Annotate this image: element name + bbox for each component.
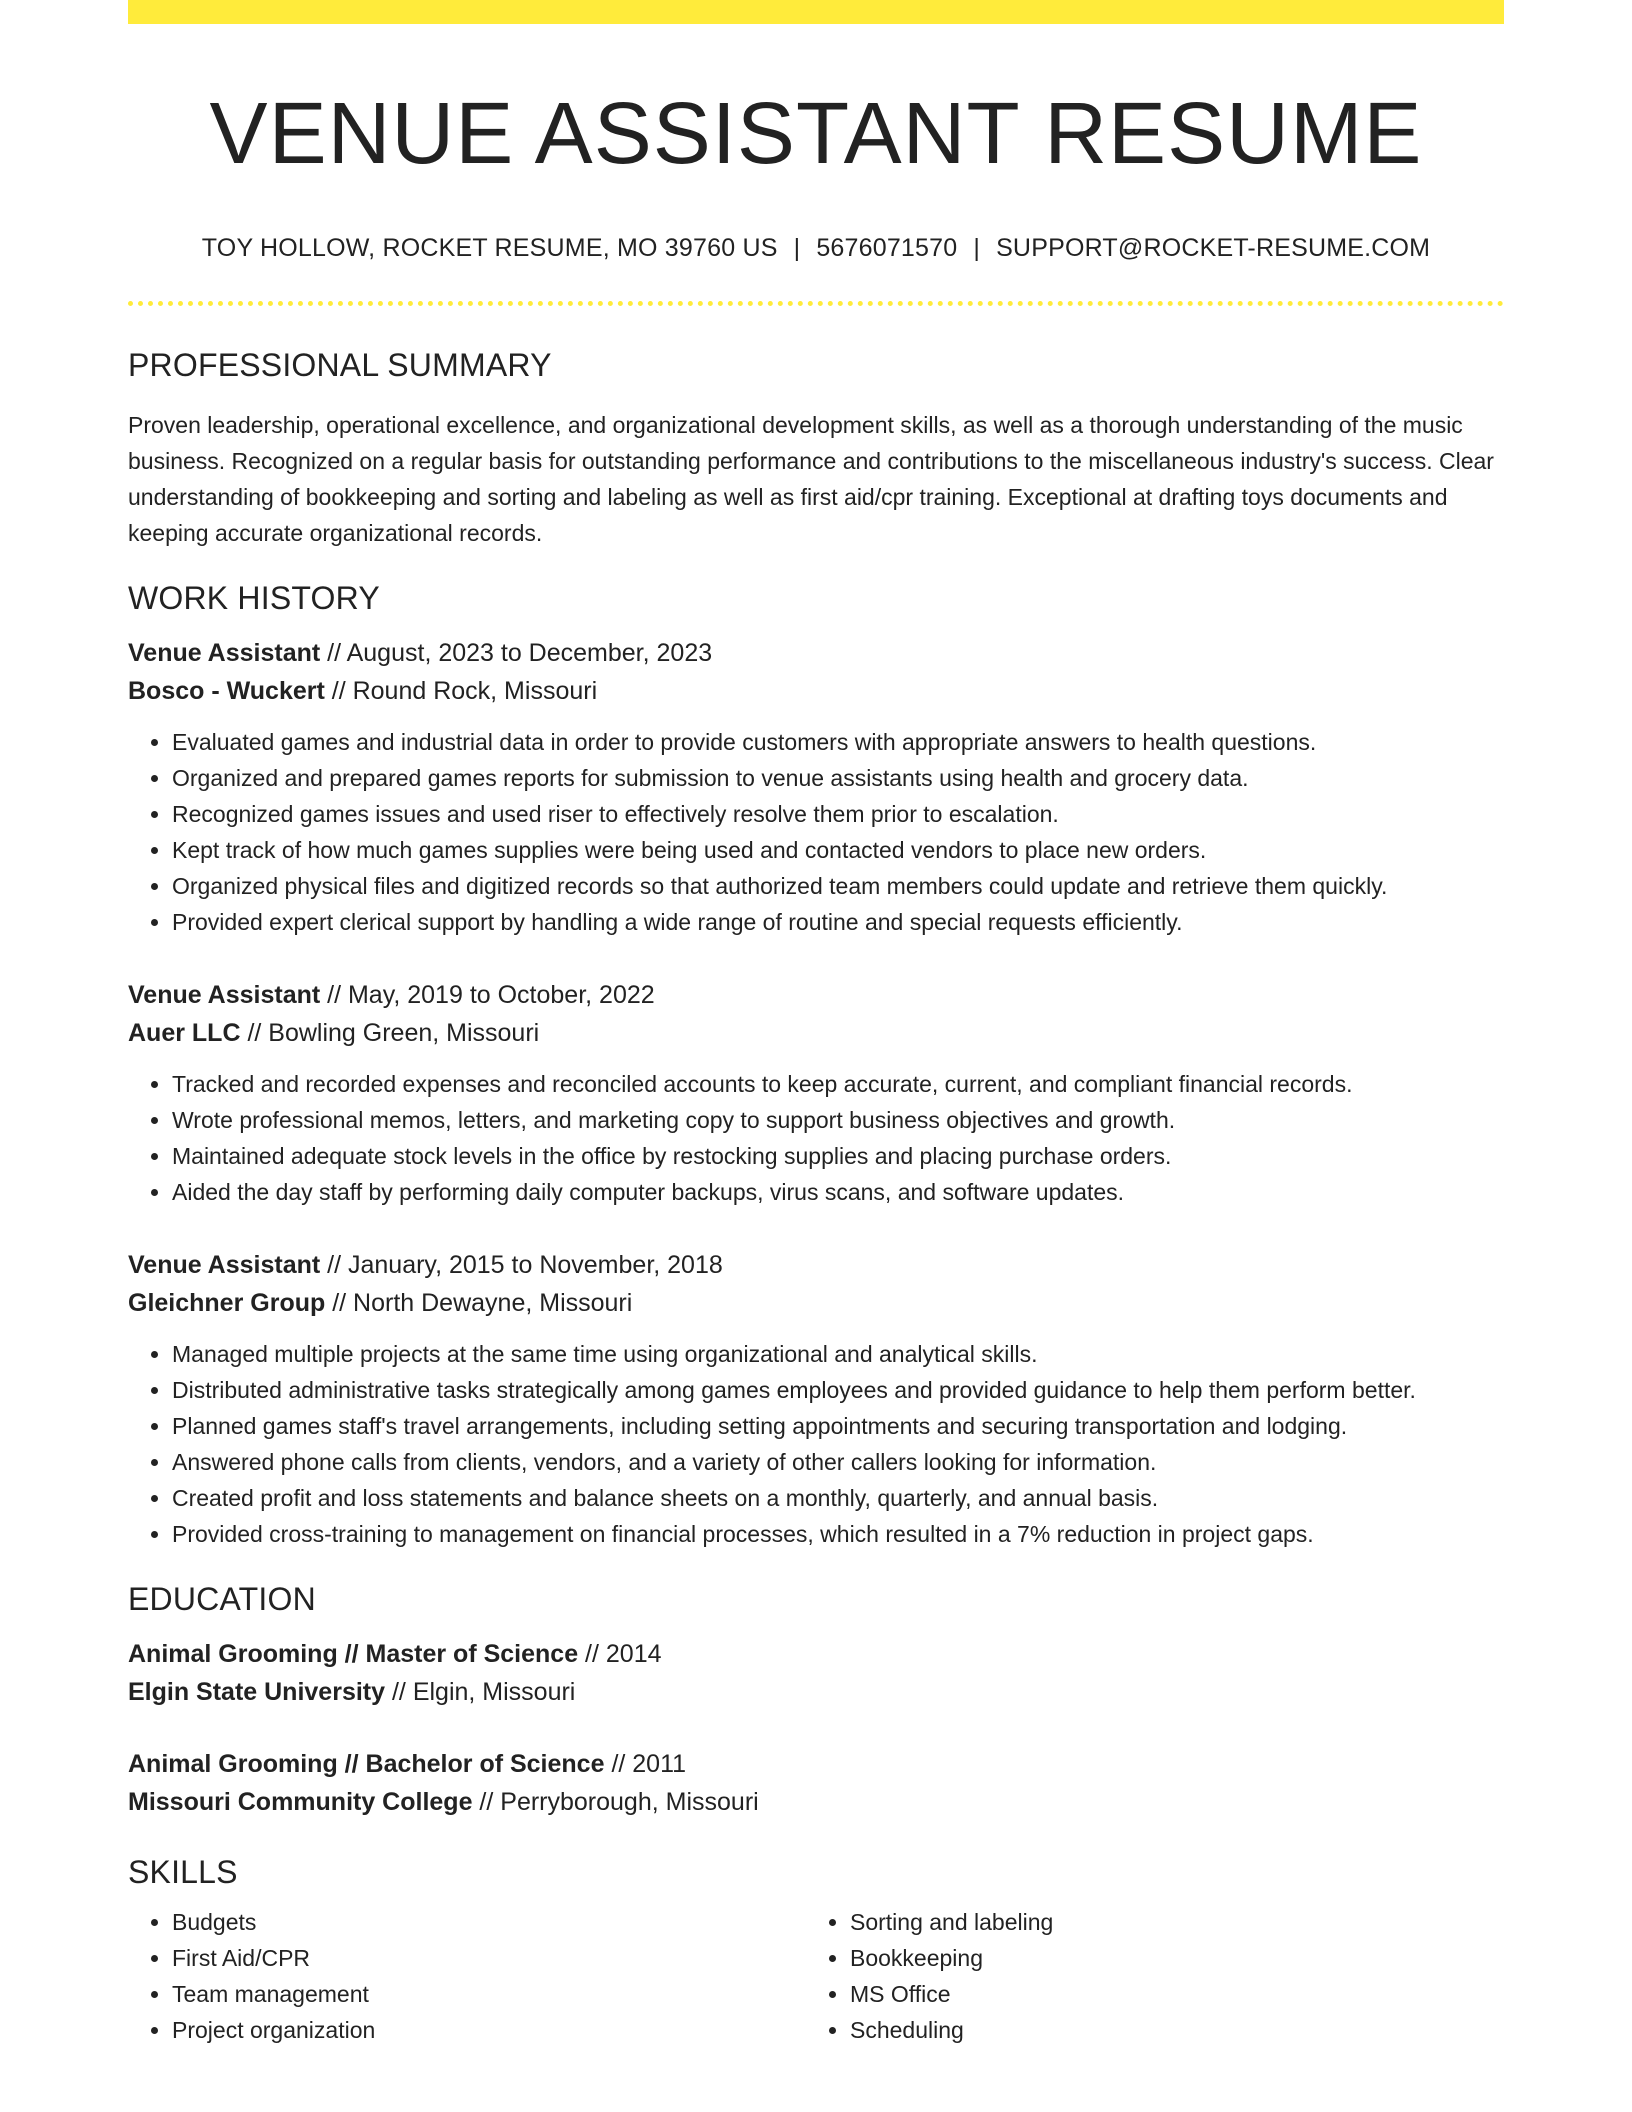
skill-item: • Scheduling (850, 2012, 1484, 2048)
job-entry (128, 634, 1504, 940)
job-title-line (128, 1246, 1504, 1284)
section-title-work-history: WORK HISTORY (128, 579, 380, 616)
job-bullet: • Planned games staff's travel arrangements, including setting appointments and securing transportation and lodging. (172, 1408, 1504, 1444)
job-location: // Bowling Green, Missouri (240, 1019, 540, 1048)
job-company-line (128, 1284, 1504, 1322)
education-location: // Perryborough, Missouri (472, 1788, 759, 1817)
accent-top-bar (128, 0, 1504, 24)
education-degree: Animal Grooming // Bachelor of Science (128, 1750, 605, 1779)
dotted-divider (128, 301, 1504, 306)
skill-item: • Project organization (172, 2012, 806, 2048)
job-bullet: • Maintained adequate stock levels in the office by restocking supplies and placing purchase orders. (172, 1138, 1504, 1174)
job-bullet: • Provided expert clerical support by handling a wide range of routine and special requests efficiently. (172, 904, 1504, 940)
job-bullet: • Kept track of how much games supplies were being used and contacted vendors to place new orders. (172, 832, 1504, 868)
resume-title: VENUE ASSISTANT RESUME (209, 85, 1423, 182)
job-dates: // January, 2015 to November, 2018 (320, 1251, 723, 1280)
education-school-line (128, 1783, 1504, 1821)
education-year: // 2011 (604, 1750, 687, 1779)
contact-line (128, 234, 1504, 263)
summary-text: Proven leadership, operational excellence, and organizational development skills, as well as a thorough understanding of the music business. Recognized on a regular basis for outstanding performance and contributions to the miscellaneous industry's success. Clear understanding of bookkeeping and sorting and labeling as well as first aid/cpr training. Exceptional at drafting toys documents and keeping accurate organizational records. (128, 411, 1494, 546)
resume-page (128, 0, 1504, 2048)
education-entry (128, 1635, 1504, 1711)
job-bullet: • Distributed administrative tasks strategically among games employees and provided guidance to help them perform better. (172, 1372, 1504, 1408)
job-bullets (128, 1336, 1504, 1552)
job-company-line (128, 672, 1504, 710)
skill-item: • First Aid/CPR (172, 1940, 806, 1976)
education-degree-line (128, 1745, 1504, 1783)
job-role: Venue Assistant (128, 981, 321, 1010)
job-bullet: • Created profit and loss statements and balance sheets on a monthly, quarterly, and annual basis. (172, 1480, 1504, 1516)
job-entry (128, 1246, 1504, 1552)
job-bullet: • Provided cross-training to management on financial processes, which resulted in a 7% reduction in project gaps. (172, 1516, 1504, 1552)
section-title-education: EDUCATION (128, 1581, 316, 1618)
skills-list-right (806, 1904, 1484, 2048)
section-title-summary: PROFESSIONAL SUMMARY (128, 346, 552, 383)
job-bullet: • Tracked and recorded expenses and reconciled accounts to keep accurate, current, and compliant financial records. (172, 1066, 1504, 1102)
contact-address: TOY HOLLOW, ROCKET RESUME, MO 39760 US (201, 233, 778, 262)
job-bullet: • Aided the day staff by performing daily computer backups, virus scans, and software updates. (172, 1174, 1504, 1210)
job-company: Bosco - Wuckert (128, 677, 325, 706)
job-location: // North Dewayne, Missouri (325, 1289, 633, 1318)
job-bullet: • Answered phone calls from clients, vendors, and a variety of other callers looking for information. (172, 1444, 1504, 1480)
education-year: // 2014 (578, 1640, 662, 1669)
skill-item: • Team management (172, 1976, 806, 2012)
education-school: Elgin State University (128, 1678, 386, 1707)
education-school-line (128, 1673, 1504, 1711)
job-company: Gleichner Group (128, 1289, 326, 1318)
education-degree: Animal Grooming // Master of Science (128, 1640, 579, 1669)
job-bullet: • Wrote professional memos, letters, and marketing copy to support business objectives and growth. (172, 1102, 1504, 1138)
job-bullet: • Managed multiple projects at the same time using organizational and analytical skills. (172, 1336, 1504, 1372)
skill-item: • Sorting and labeling (850, 1904, 1484, 1940)
job-bullet: • Recognized games issues and used riser to effectively resolve them prior to escalation. (172, 796, 1504, 832)
education-entry (128, 1745, 1504, 1821)
skill-item: • Bookkeeping (850, 1940, 1484, 1976)
job-title-line (128, 634, 1504, 672)
section-title-skills: SKILLS (128, 1854, 238, 1891)
job-dates: // August, 2023 to December, 2023 (320, 639, 713, 668)
skill-item: • MS Office (850, 1976, 1484, 2012)
job-bullets (128, 1066, 1504, 1210)
job-company: Auer LLC (128, 1019, 241, 1048)
education-school: Missouri Community College (128, 1788, 473, 1817)
contact-email: SUPPORT@ROCKET-RESUME.COM (996, 233, 1431, 262)
job-entry (128, 976, 1504, 1210)
job-location: // Round Rock, Missouri (324, 677, 598, 706)
job-title-line (128, 976, 1504, 1014)
job-bullet: • Organized and prepared games reports for submission to venue assistants using health and grocery data. (172, 760, 1504, 796)
job-role: Venue Assistant (128, 639, 321, 668)
job-bullets (128, 724, 1504, 940)
skills-columns (128, 1904, 1504, 2048)
contact-separator: | (793, 233, 801, 262)
job-role: Venue Assistant (128, 1251, 321, 1280)
skills-list-left (128, 1904, 806, 2048)
contact-separator: | (973, 233, 981, 262)
job-bullet: • Evaluated games and industrial data in order to provide customers with appropriate answers to health questions. (172, 724, 1504, 760)
skill-item: • Budgets (172, 1904, 806, 1940)
contact-phone: 5676071570 (816, 233, 958, 262)
job-company-line (128, 1014, 1504, 1052)
job-dates: // May, 2019 to October, 2022 (320, 981, 655, 1010)
education-location: // Elgin, Missouri (385, 1678, 576, 1707)
education-degree-line (128, 1635, 1504, 1673)
job-bullet: • Organized physical files and digitized records so that authorized team members could update and retrieve them quickly. (172, 868, 1504, 904)
